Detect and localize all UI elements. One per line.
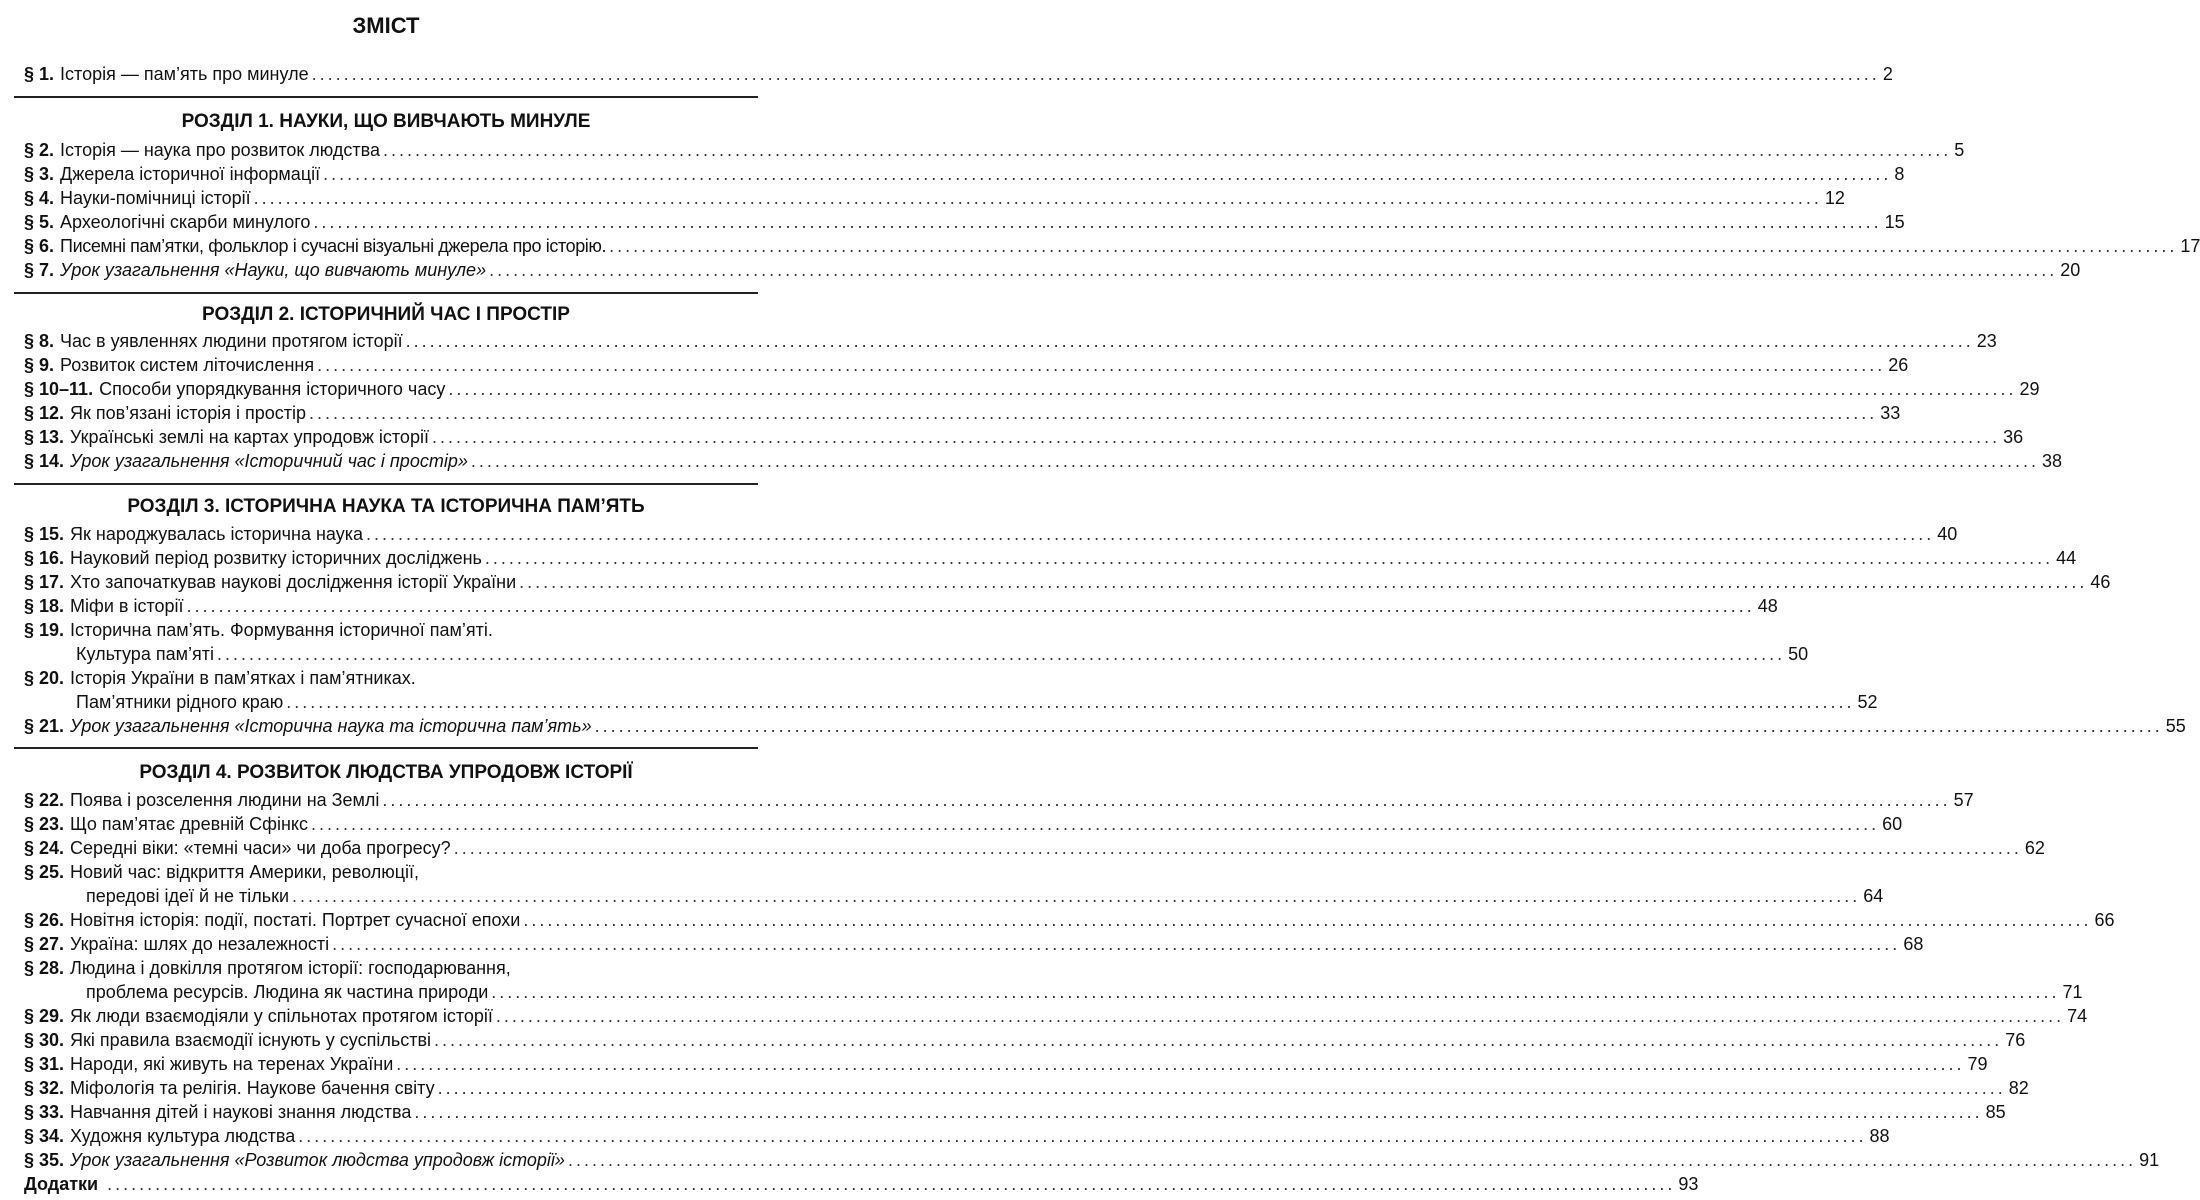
entry-title: Час в уявленнях людини протягом історії: [60, 331, 403, 351]
entry-page: 5: [1954, 140, 1965, 160]
dot-leader: [519, 570, 2087, 594]
toc-entry[interactable]: [24, 138, 1965, 162]
dot-leader: [292, 884, 1860, 908]
entry-number: § 13.: [24, 427, 65, 447]
dot-leader: [332, 932, 1900, 956]
dot-leader: [187, 594, 1755, 618]
toc-entry[interactable]: [24, 186, 1845, 210]
entry-number: § 31.: [24, 1054, 65, 1074]
entry-title: Джерела історичної інформації: [60, 164, 321, 184]
entry-page: 50: [1788, 644, 1809, 664]
entry-page: 15: [1884, 212, 1905, 232]
entry-number: § 20.: [24, 668, 65, 688]
entry-title: Новітня історія: події, постаті. Портрет сучасної епохи: [70, 910, 521, 930]
entry-title: Середні віки: «темні часи» чи доба прогресу?: [70, 838, 451, 858]
entry-page: 93: [1678, 1174, 1699, 1194]
dot-leader: [485, 546, 2053, 570]
entry-page: 26: [1888, 355, 1909, 375]
entry-page: 46: [2090, 572, 2111, 592]
entry-page: 8: [1894, 164, 1905, 184]
dot-leader: [568, 1148, 2136, 1172]
entry-title: Хто започаткував наукові дослідження історії України: [70, 572, 517, 592]
entry-page: 74: [2067, 1006, 2088, 1026]
entry-page: 17: [2180, 236, 2200, 256]
toc-entry-continuation[interactable]: [86, 884, 1884, 908]
entry-title: Історія — наука про розвиток людства: [60, 140, 380, 160]
toc-entry-continuation[interactable]: [76, 642, 1809, 666]
entry-number: § 19.: [24, 620, 65, 640]
entry-number: § 21.: [24, 716, 65, 736]
entry-number: § 5.: [24, 212, 55, 232]
toc-entry[interactable]: [24, 812, 1903, 836]
entry-number: § 7.: [24, 260, 55, 280]
entry-title: Поява і розселення людини на Землі: [70, 790, 380, 810]
dot-leader: [406, 329, 1974, 353]
dot-leader: [448, 377, 2016, 401]
toc-entry[interactable]: [24, 1076, 2029, 1100]
toc-entry[interactable]: [24, 666, 746, 690]
entry-number: § 34.: [24, 1126, 65, 1146]
dot-leader: [311, 812, 1879, 836]
section-divider: [14, 292, 758, 294]
entry-number: § 35.: [24, 1150, 65, 1170]
entry-number: § 22.: [24, 790, 65, 810]
entry-number: § 29.: [24, 1006, 65, 1026]
entry-number: § 9.: [24, 355, 55, 375]
entry-page: 88: [1869, 1126, 1890, 1146]
entry-page: 64: [1863, 886, 1884, 906]
entry-title: Науки-помічниці історії: [60, 188, 251, 208]
entry-title-continued: Пам’ятники рідного краю: [76, 692, 284, 712]
toc-entry[interactable]: [24, 1100, 2006, 1124]
entry-page: 33: [1880, 403, 1901, 423]
dot-leader: [383, 138, 1951, 162]
dot-leader: [454, 836, 2022, 860]
toc-entry[interactable]: [24, 353, 1909, 377]
entry-title: Урок узагальнення «Науки, що вивчають минуле»: [60, 260, 487, 280]
entry-page: 40: [1937, 524, 1958, 544]
toc-entry[interactable]: [24, 449, 2063, 473]
section-divider: [14, 483, 758, 485]
toc-entry[interactable]: [24, 860, 746, 884]
dot-leader: [309, 401, 1877, 425]
toc-entry[interactable]: [24, 210, 1905, 234]
toc-entry[interactable]: [24, 162, 1905, 186]
entry-title: Міфологія та релігія. Наукове бачення світу: [70, 1078, 435, 1098]
dot-leader: [609, 234, 2177, 258]
toc-entry[interactable]: [24, 425, 2024, 449]
toc-entry[interactable]: [24, 258, 2081, 282]
entry-number: § 10–11.: [24, 379, 94, 399]
dot-leader: [313, 210, 1881, 234]
entry-number: § 16.: [24, 548, 65, 568]
toc-entry[interactable]: [24, 594, 1778, 618]
entry-title: Що пам’ятає древній Сфінкс: [70, 814, 308, 834]
dot-leader: [432, 425, 2000, 449]
entry-title: Історія — пам’ять про минуле: [60, 64, 309, 84]
entry-title: Які правила взаємодії існують у суспільстві: [70, 1030, 432, 1050]
toc-entry[interactable]: [24, 62, 1893, 86]
entry-page: 91: [2139, 1150, 2160, 1170]
dot-leader: [286, 690, 1854, 714]
entry-page: 2: [1882, 64, 1893, 84]
section-divider: [14, 96, 758, 98]
toc-entry[interactable]: [24, 377, 2040, 401]
toc-entry[interactable]: [24, 234, 2200, 258]
entry-number: § 14.: [24, 451, 65, 471]
dot-leader: [491, 980, 2059, 1004]
entry-title: Як народжувалась історична наука: [70, 524, 363, 544]
entry-number: § 18.: [24, 596, 65, 616]
entry-title: Урок узагальнення «Історичний час і простір»: [70, 451, 468, 471]
dot-leader: [438, 1076, 2006, 1100]
toc-entry[interactable]: [24, 1004, 2088, 1028]
entry-page: 68: [1903, 934, 1924, 954]
entry-title-continued: проблема ресурсів. Людина як частина природи: [86, 982, 489, 1002]
entry-title: Як пов’язані історія і простір: [70, 403, 307, 423]
entry-number: § 17.: [24, 572, 65, 592]
section-heading: РОЗДІЛ 1. НАУКИ, ЩО ВИВЧАЮТЬ МИНУЛЕ: [181, 111, 591, 132]
entry-number: § 26.: [24, 910, 65, 930]
toc-entry[interactable]: [24, 570, 2111, 594]
section-divider: [14, 747, 758, 749]
toc-entry-continuation[interactable]: [86, 980, 2083, 1004]
entry-page: 62: [2024, 838, 2045, 858]
entry-page: 79: [1967, 1054, 1988, 1074]
entry-title: Писемні пам’ятки, фольклор і сучасні візуальні джерела про історію.: [60, 236, 607, 256]
entry-title: Навчання дітей і наукові знання людства: [70, 1102, 412, 1122]
toc-entry[interactable]: [24, 932, 1924, 956]
toc-entry[interactable]: [24, 908, 2115, 932]
entry-page: 44: [2056, 548, 2077, 568]
entry-title: Урок узагальнення «Розвиток людства упродовж історії»: [70, 1150, 565, 1170]
entry-title: Історична пам’ять. Формування історичної пам’яті.: [70, 620, 493, 640]
entry-title: Українські землі на картах упродовж історії: [70, 427, 429, 447]
entry-number: § 12.: [24, 403, 65, 423]
toc-entry[interactable]: [24, 546, 2077, 570]
entry-title: Як люди взаємодіяли у спільнотах протягом історії: [70, 1006, 493, 1026]
entry-title: Україна: шлях до незалежності: [70, 934, 330, 954]
section-heading: РОЗДІЛ 4. РОЗВИТОК ЛЮДСТВА УПРОДОВЖ ІСТОРІЇ: [139, 762, 633, 783]
entry-number: § 30.: [24, 1030, 65, 1050]
entry-page: 82: [2008, 1078, 2029, 1098]
entry-number: § 1.: [24, 64, 55, 84]
entry-number: § 8.: [24, 331, 55, 351]
entry-number: § 24.: [24, 838, 65, 858]
dot-leader: [414, 1100, 1982, 1124]
entry-page: 38: [2042, 451, 2063, 471]
toc-entry-continuation[interactable]: [76, 690, 1878, 714]
entry-page: 29: [2019, 379, 2040, 399]
entry-number: § 27.: [24, 934, 65, 954]
entry-number: § 32.: [24, 1078, 65, 1098]
dot-leader: [254, 186, 1822, 210]
dot-leader: [323, 162, 1891, 186]
appendix-title: Додатки: [24, 1174, 99, 1194]
entry-page: 57: [1953, 790, 1974, 810]
toc-entry[interactable]: [24, 1148, 2160, 1172]
entry-number: § 2.: [24, 140, 55, 160]
entry-number: § 33.: [24, 1102, 65, 1122]
dot-leader: [366, 522, 1934, 546]
entry-page: 12: [1824, 188, 1845, 208]
entry-page: 36: [2003, 427, 2024, 447]
entry-page: 23: [1976, 331, 1997, 351]
entry-title: Народи, які живуть на теренах України: [70, 1054, 394, 1074]
toc-entry[interactable]: [24, 836, 2045, 860]
entry-title-continued: передові ідеї й не тільки: [86, 886, 290, 906]
entry-page: 20: [2060, 260, 2081, 280]
toc-entry[interactable]: [24, 1028, 2026, 1052]
toc-entry[interactable]: [24, 401, 1901, 425]
entry-page: 76: [2005, 1030, 2026, 1050]
toc-entry[interactable]: [24, 329, 1997, 353]
entry-title: Способи упорядкування історичного часу: [99, 379, 446, 399]
dot-leader: [312, 62, 1880, 86]
toc-entry[interactable]: [24, 522, 1958, 546]
entry-page: 48: [1757, 596, 1778, 616]
entry-title: Розвиток систем літочислення: [60, 355, 315, 375]
entry-page: 66: [2094, 910, 2115, 930]
entry-title: Людина і довкілля протягом історії: господарювання,: [70, 958, 511, 978]
toc-entry[interactable]: [24, 788, 1974, 812]
entry-title: Художня культура людства: [70, 1126, 296, 1146]
section-heading: РОЗДІЛ 2. ІСТОРИЧНИЙ ЧАС І ПРОСТІР: [202, 304, 570, 325]
toc-entry-appendix[interactable]: [24, 1172, 1699, 1196]
entry-number: § 23.: [24, 814, 65, 834]
entry-number: § 15.: [24, 524, 65, 544]
dot-leader: [523, 908, 2091, 932]
dot-leader: [396, 1052, 1964, 1076]
entry-title: Науковий період розвитку історичних досліджень: [70, 548, 482, 568]
page-title: ЗМІСТ: [352, 13, 420, 38]
entry-page: 85: [1985, 1102, 2006, 1122]
entry-number: § 6.: [24, 236, 55, 256]
dot-leader: [434, 1028, 2002, 1052]
entry-title: Археологічні скарби минулого: [60, 212, 311, 232]
dot-leader: [217, 642, 1785, 666]
section-heading: РОЗДІЛ 3. ІСТОРИЧНА НАУКА ТА ІСТОРИЧНА ПАМ’ЯТЬ: [127, 496, 645, 517]
entry-page: 71: [2062, 982, 2083, 1002]
entry-title: Новий час: відкриття Америки, революції,: [70, 862, 420, 882]
toc-entry[interactable]: [24, 618, 746, 642]
toc-entry[interactable]: [24, 956, 746, 980]
dot-leader: [489, 258, 2057, 282]
dot-leader: [298, 1124, 1866, 1148]
dot-leader: [317, 353, 1885, 377]
entry-number: § 4.: [24, 188, 55, 208]
entry-number: § 28.: [24, 958, 65, 978]
dot-leader: [595, 714, 2163, 738]
dot-leader: [471, 449, 2039, 473]
entry-page: 55: [2165, 716, 2186, 736]
entry-page: 52: [1857, 692, 1878, 712]
entry-title: Урок узагальнення «Історична наука та історична пам’ять»: [70, 716, 592, 736]
entry-page: 60: [1882, 814, 1903, 834]
toc-entry[interactable]: [24, 1124, 1890, 1148]
dot-leader: [107, 1172, 1675, 1196]
entry-title: Міфи в історії: [70, 596, 184, 616]
entry-number: § 3.: [24, 164, 55, 184]
toc-entry[interactable]: [24, 714, 2186, 738]
entry-number: § 25.: [24, 862, 65, 882]
entry-title-continued: Культура пам’яті: [76, 644, 214, 664]
dot-leader: [382, 788, 1950, 812]
toc-entry[interactable]: [24, 1052, 1988, 1076]
dot-leader: [496, 1004, 2064, 1028]
entry-title: Історія України в пам’ятках і пам’ятниках.: [70, 668, 416, 688]
